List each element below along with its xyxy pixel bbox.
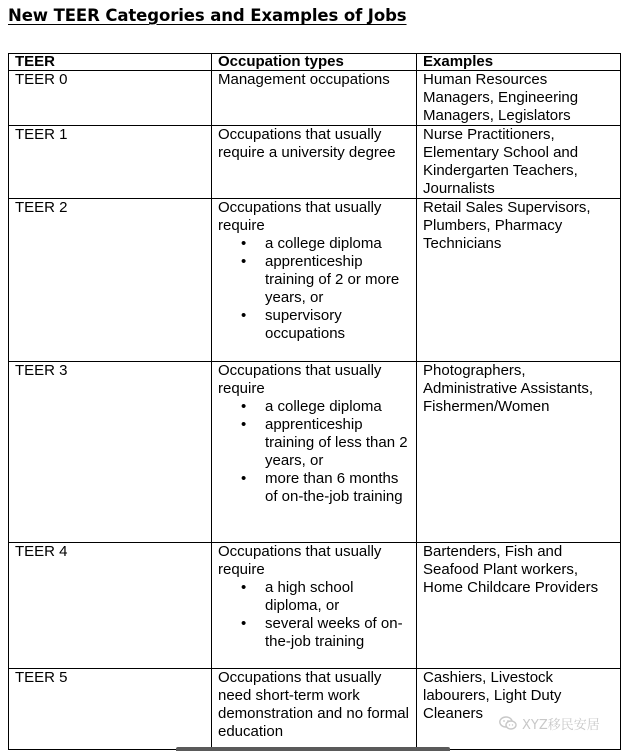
requirement-item: • a college diploma	[265, 398, 412, 416]
occupation-intro: Occupations that usually require	[218, 362, 382, 397]
teer-level-cell: TEER 1	[9, 126, 212, 199]
occupation-type-cell	[212, 199, 417, 362]
occupation-type-cell	[212, 362, 417, 543]
occupation-type-cell	[212, 71, 417, 126]
examples-cell: Bartenders, Fish and Seafood Plant workers, Home Childcare Providers	[417, 543, 621, 669]
watermark	[499, 714, 600, 733]
wechat-icon	[499, 716, 517, 731]
requirement-item: • several weeks of on-the-job training	[265, 615, 412, 651]
watermark-text: XYZ移民安居	[522, 718, 600, 733]
document-title: New TEER Categories and Examples of Jobs	[8, 6, 407, 25]
occupation-intro: Occupations that usually require a university degree	[218, 126, 396, 161]
occupation-type-cell	[212, 669, 417, 750]
examples-cell: Nurse Practitioners, Elementary School and Kindergarten Teachers, Journalists	[417, 126, 621, 199]
teer-level-cell: TEER 2	[9, 199, 212, 362]
teer-level-cell: TEER 3	[9, 362, 212, 543]
table-row	[9, 543, 621, 669]
requirement-item: • apprenticeship training of less than 2 years, or	[265, 416, 412, 470]
teer-level-cell: TEER 0	[9, 71, 212, 126]
table-row	[9, 362, 621, 543]
table-row	[9, 126, 621, 199]
occupation-intro: Occupations that usually require	[218, 543, 382, 578]
examples-cell: Photographers, Administrative Assistants, Fishermen/Women	[417, 362, 621, 543]
requirement-list	[218, 235, 412, 343]
requirement-list	[218, 398, 412, 506]
header-occupation-types: Occupation types	[212, 54, 417, 71]
occupation-intro: Occupations that usually require	[218, 199, 382, 234]
occupation-intro: Occupations that usually need short-term work demonstration and no formal education	[218, 669, 409, 740]
table-row	[9, 199, 621, 362]
table-row	[9, 71, 621, 126]
header-examples: Examples	[417, 54, 621, 71]
requirement-item: • more than 6 months of on-the-job training	[265, 470, 412, 506]
teer-table	[8, 53, 621, 750]
requirement-item: • supervisory occupations	[265, 307, 412, 343]
requirement-item: • a college diploma	[265, 235, 412, 253]
teer-level-cell: TEER 4	[9, 543, 212, 669]
table-header-row	[9, 54, 621, 71]
bottom-scroll-bar	[176, 747, 450, 751]
table-row	[9, 669, 621, 750]
occupation-type-cell	[212, 543, 417, 669]
requirement-item: • apprenticeship training of 2 or more years, or	[265, 253, 412, 307]
teer-level-cell: TEER 5	[9, 669, 212, 750]
header-teer: TEER	[9, 54, 212, 71]
examples-cell: Retail Sales Supervisors, Plumbers, Pharmacy Technicians	[417, 199, 621, 362]
examples-cell: Cashiers, Livestock labourers, Light Duty Cleaners	[417, 669, 621, 750]
requirement-item: • a high school diploma, or	[265, 579, 412, 615]
requirement-list	[218, 579, 412, 651]
occupation-type-cell	[212, 126, 417, 199]
examples-cell: Human Resources Managers, Engineering Managers, Legislators	[417, 71, 621, 126]
occupation-intro: Management occupations	[218, 71, 390, 88]
